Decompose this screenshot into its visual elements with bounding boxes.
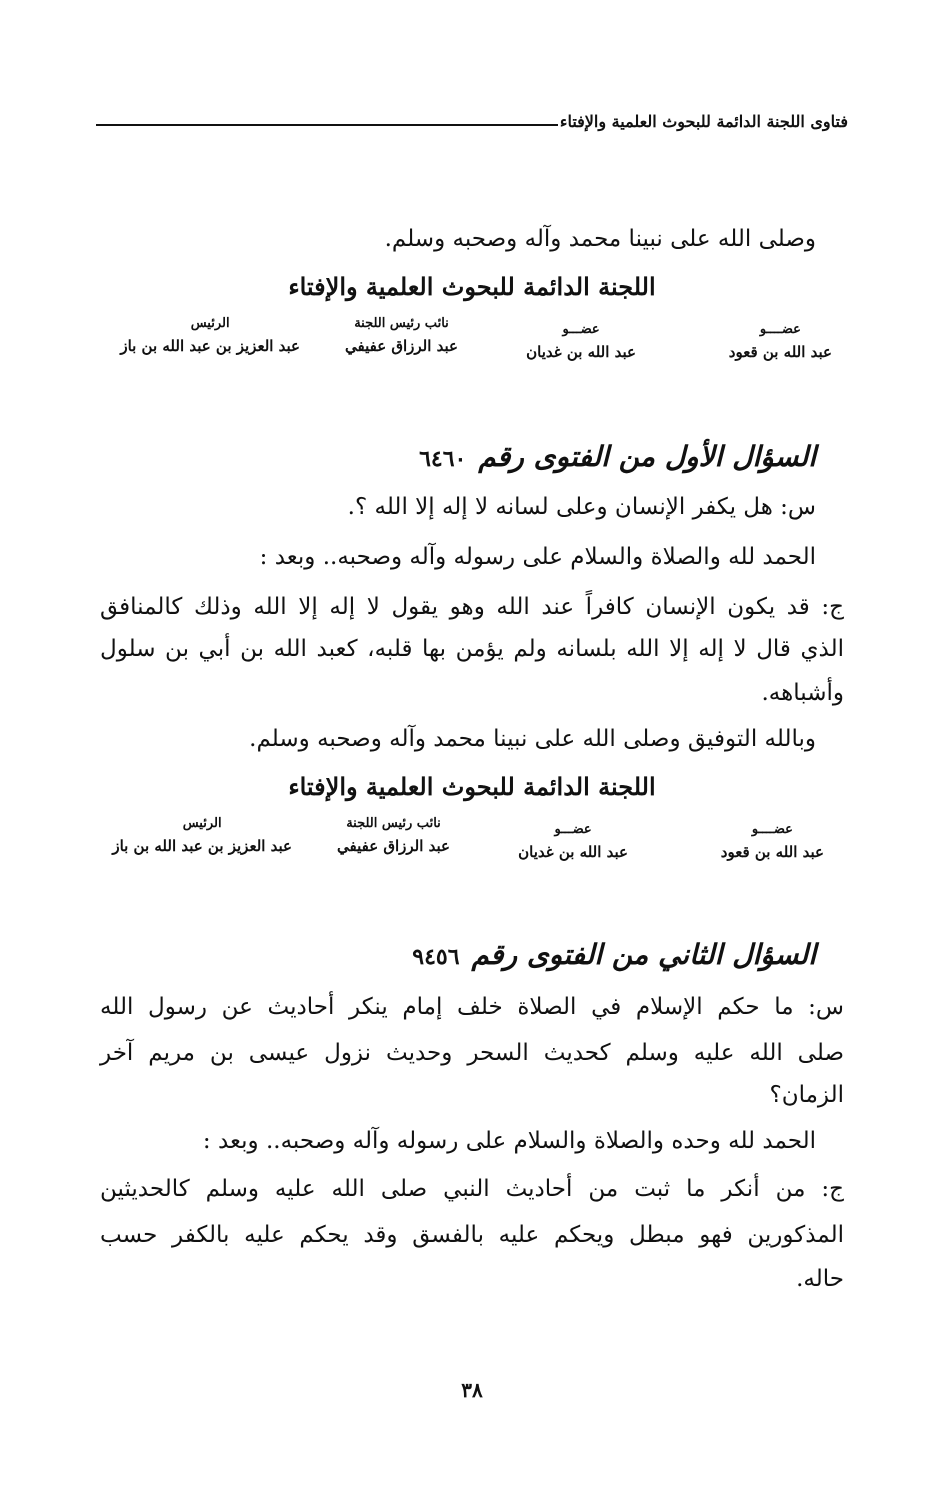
signature-chair bbox=[112, 816, 292, 855]
signature-name: عبد الله بن غديان bbox=[526, 343, 636, 361]
signature-member-1 bbox=[721, 822, 824, 861]
fatwa1-answer-line: الذي قال لا إله إلا الله بلسانه ولم يؤمن بها قلبه، كعبد الله بن أبي بن سلول bbox=[100, 636, 844, 662]
signature-name: عبد الله بن غديان bbox=[518, 843, 628, 861]
fatwa1-heading-text: السؤال الأول من الفتوى رقم bbox=[478, 440, 816, 473]
signature-vice-chair bbox=[345, 316, 458, 355]
committee-title-2: اللجنة الدائمة للبحوث العلمية والإفتاء bbox=[288, 772, 656, 801]
signature-name: عبد الرزاق عفيفي bbox=[344, 337, 458, 355]
signature-role: عضـــو bbox=[562, 322, 600, 337]
signature-name: عبد الله بن قعود bbox=[720, 843, 824, 861]
signature-member-1 bbox=[729, 322, 832, 361]
signature-role: عضــــو bbox=[751, 822, 793, 837]
signature-role: نائب رئيس اللجنة bbox=[354, 316, 449, 331]
signature-name: عبد العزيز بن عبد الله بن باز bbox=[112, 837, 292, 855]
signature-role: عضــــو bbox=[759, 322, 801, 337]
fatwa2-answer-line: ج: من أنكر ما ثبت من أحاديث النبي صلى الله عليه وسلم كالحديثين bbox=[100, 1176, 844, 1202]
fatwa1-answer-line: وأشباهه. bbox=[761, 680, 844, 706]
fatwa1-question: س: هل يكفر الإنسان وعلى لسانه لا إله إلا الله ؟. bbox=[347, 494, 816, 520]
fatwa2-answer-line: حاله. bbox=[796, 1266, 844, 1292]
signature-name: عبد العزيز بن عبد الله بن باز bbox=[120, 337, 300, 355]
opening-prayer: وصلى الله على نبينا محمد وآله وصحبه وسلم. bbox=[384, 226, 816, 252]
signature-name: عبد الله بن قعود bbox=[728, 343, 832, 361]
fatwa2-heading-text: السؤال الثاني من الفتوى رقم bbox=[471, 938, 816, 971]
signature-role: الرئيس bbox=[182, 816, 222, 831]
fatwa1-heading bbox=[419, 440, 816, 473]
page-number: ٣٨ bbox=[461, 1378, 483, 1402]
fatwa2-question-line: الزمان؟ bbox=[769, 1082, 844, 1108]
signature-member-2 bbox=[518, 822, 628, 861]
fatwa1-answer-line: ج: قد يكون الإنسان كافراً عند الله وهو يقول لا إله إلا الله وذلك كالمنافق bbox=[100, 594, 844, 620]
running-header bbox=[96, 112, 848, 131]
signature-name: عبد الرزاق عفيفي bbox=[336, 837, 450, 855]
fatwa2-praise: الحمد لله وحده والصلاة والسلام على رسوله وآله وصحبه.. وبعد : bbox=[202, 1128, 816, 1154]
header-rule bbox=[96, 124, 558, 126]
fatwa1-closing: وبالله التوفيق وصلى الله على نبينا محمد وآله وصحبه وسلم. bbox=[249, 726, 816, 752]
fatwa2-question-line: س: ما حكم الإسلام في الصلاة خلف إمام ينكر أحاديث عن رسول الله bbox=[100, 994, 844, 1020]
fatwa2-answer-line: المذكورين فهو مبطل ويحكم عليه بالفسق وقد يحكم عليه بالكفر حسب bbox=[100, 1222, 844, 1248]
signature-role: عضـــو bbox=[554, 822, 592, 837]
signature-role: الرئيس bbox=[190, 316, 230, 331]
fatwa1-number: ٦٤٦٠ bbox=[419, 446, 467, 472]
fatwa2-number: ٩٤٥٦ bbox=[412, 944, 460, 970]
committee-title-1: اللجنة الدائمة للبحوث العلمية والإفتاء bbox=[288, 272, 656, 301]
fatwa2-question-line: صلى الله عليه وسلم كحديث السحر وحديث نزول عيسى بن مريم آخر bbox=[100, 1040, 844, 1066]
fatwa1-praise: الحمد لله والصلاة والسلام على رسوله وآله وصحبه.. وبعد : bbox=[259, 544, 816, 570]
signature-chair bbox=[120, 316, 300, 355]
fatwa2-heading bbox=[412, 938, 816, 971]
header-title: فتاوى اللجنة الدائمة للبحوث العلمية والإفتاء bbox=[559, 112, 848, 131]
signature-member-2 bbox=[526, 322, 636, 361]
signature-vice-chair bbox=[337, 816, 450, 855]
signature-role: نائب رئيس اللجنة bbox=[346, 816, 441, 831]
